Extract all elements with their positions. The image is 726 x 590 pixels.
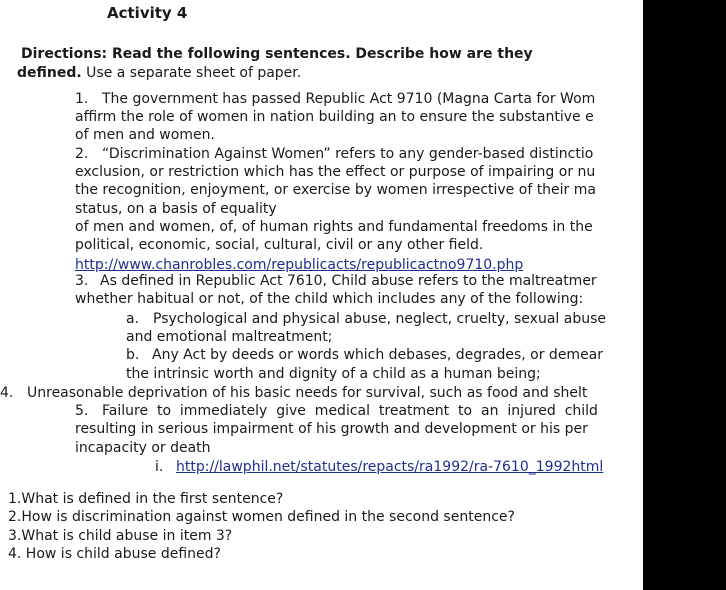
item-2-line-6: political, economic, social, cultural, civil or any other field. <box>75 237 484 253</box>
item-5-line-3: incapacity or death <box>75 440 211 456</box>
item-3b-line-1 <box>126 346 603 364</box>
page-title: Activity 4 <box>107 4 188 22</box>
item-2-line-3: the recognition, enjoyment, or exercise by women irrespective of their ma <box>75 182 596 198</box>
item-5i-line <box>155 458 603 476</box>
question-4: 4. How is child abuse defined? <box>8 546 221 562</box>
item-1-line-3: of men and women. <box>75 127 215 143</box>
item-4-text: Unreasonable deprivation of his basic needs for survival, such as food and shelt <box>27 385 588 401</box>
directions-normal-text: Use a separate sheet of paper. <box>81 65 302 81</box>
item-2-number: 2. <box>75 146 89 162</box>
item-2-line-2: exclusion, or restriction which has the effect or purpose of impairing or nu <box>75 164 596 180</box>
item-3a-letter: a. <box>126 311 140 327</box>
item-3b-line-2: the intrinsic worth and dignity of a child as a human being; <box>126 366 541 382</box>
item-3-line-2: whether habitual or not, of the child which includes any of the following: <box>75 291 584 307</box>
item-3-text: As defined in Republic Act 7610, Child abuse refers to the maltreatmer <box>100 273 597 289</box>
item-1-line-1 <box>75 90 595 108</box>
lawphil-link[interactable]: http://lawphil.net/statutes/repacts/ra1992/ra-7610_1992html <box>176 459 604 475</box>
item-5-line-1 <box>75 402 598 420</box>
item-2-text: “Discrimination Against Women” refers to any gender-based distinctio <box>102 146 594 162</box>
chanrobles-link[interactable]: http://www.chanrobles.com/republicacts/republicactno9710.php <box>75 257 524 273</box>
item-1-text: The government has passed Republic Act 9710 (Magna Carta for Wom <box>102 91 596 107</box>
item-4-number: 4. <box>0 385 14 401</box>
question-2: 2.How is discrimination against women defined in the second sentence? <box>8 509 515 525</box>
item-3b-text: Any Act by deeds or words which debases, degrades, or demear <box>152 347 604 363</box>
item-3a-line-2: and emotional maltreatment; <box>126 329 333 345</box>
item-2-line-4: status, on a basis of equality <box>75 201 277 217</box>
item-3a-line-1 <box>126 310 606 328</box>
item-2-line-1 <box>75 145 593 163</box>
directions-line-2 <box>17 64 301 82</box>
item-3-line-1 <box>75 272 597 290</box>
question-3: 3.What is child abuse in item 3? <box>8 528 233 544</box>
item-1-number: 1. <box>75 91 89 107</box>
directions-line-1: Directions: Read the following sentences. Describe how are they <box>21 46 533 62</box>
item-4-line-1 <box>0 384 587 402</box>
item-5-number: 5. <box>75 403 89 419</box>
question-1: 1.What is defined in the first sentence? <box>8 491 284 507</box>
item-1-line-2: affirm the role of women in nation building an to ensure the substantive e <box>75 109 594 125</box>
item-5-text: Failure to immediately give medical treatment to an injured child <box>102 403 598 419</box>
item-3a-text: Psychological and physical abuse, neglect, cruelty, sexual abuse <box>153 311 606 327</box>
item-3b-letter: b. <box>126 347 140 363</box>
item-5i-numeral: i. <box>155 459 164 475</box>
black-side-panel <box>643 0 726 590</box>
item-5-line-2: resulting in serious impairment of his growth and development or his per <box>75 421 588 437</box>
directions-bold-text: defined. <box>17 65 82 81</box>
item-3-number: 3. <box>75 273 89 289</box>
item-2-line-5: of men and women, of, of human rights and fundamental freedoms in the <box>75 219 593 235</box>
